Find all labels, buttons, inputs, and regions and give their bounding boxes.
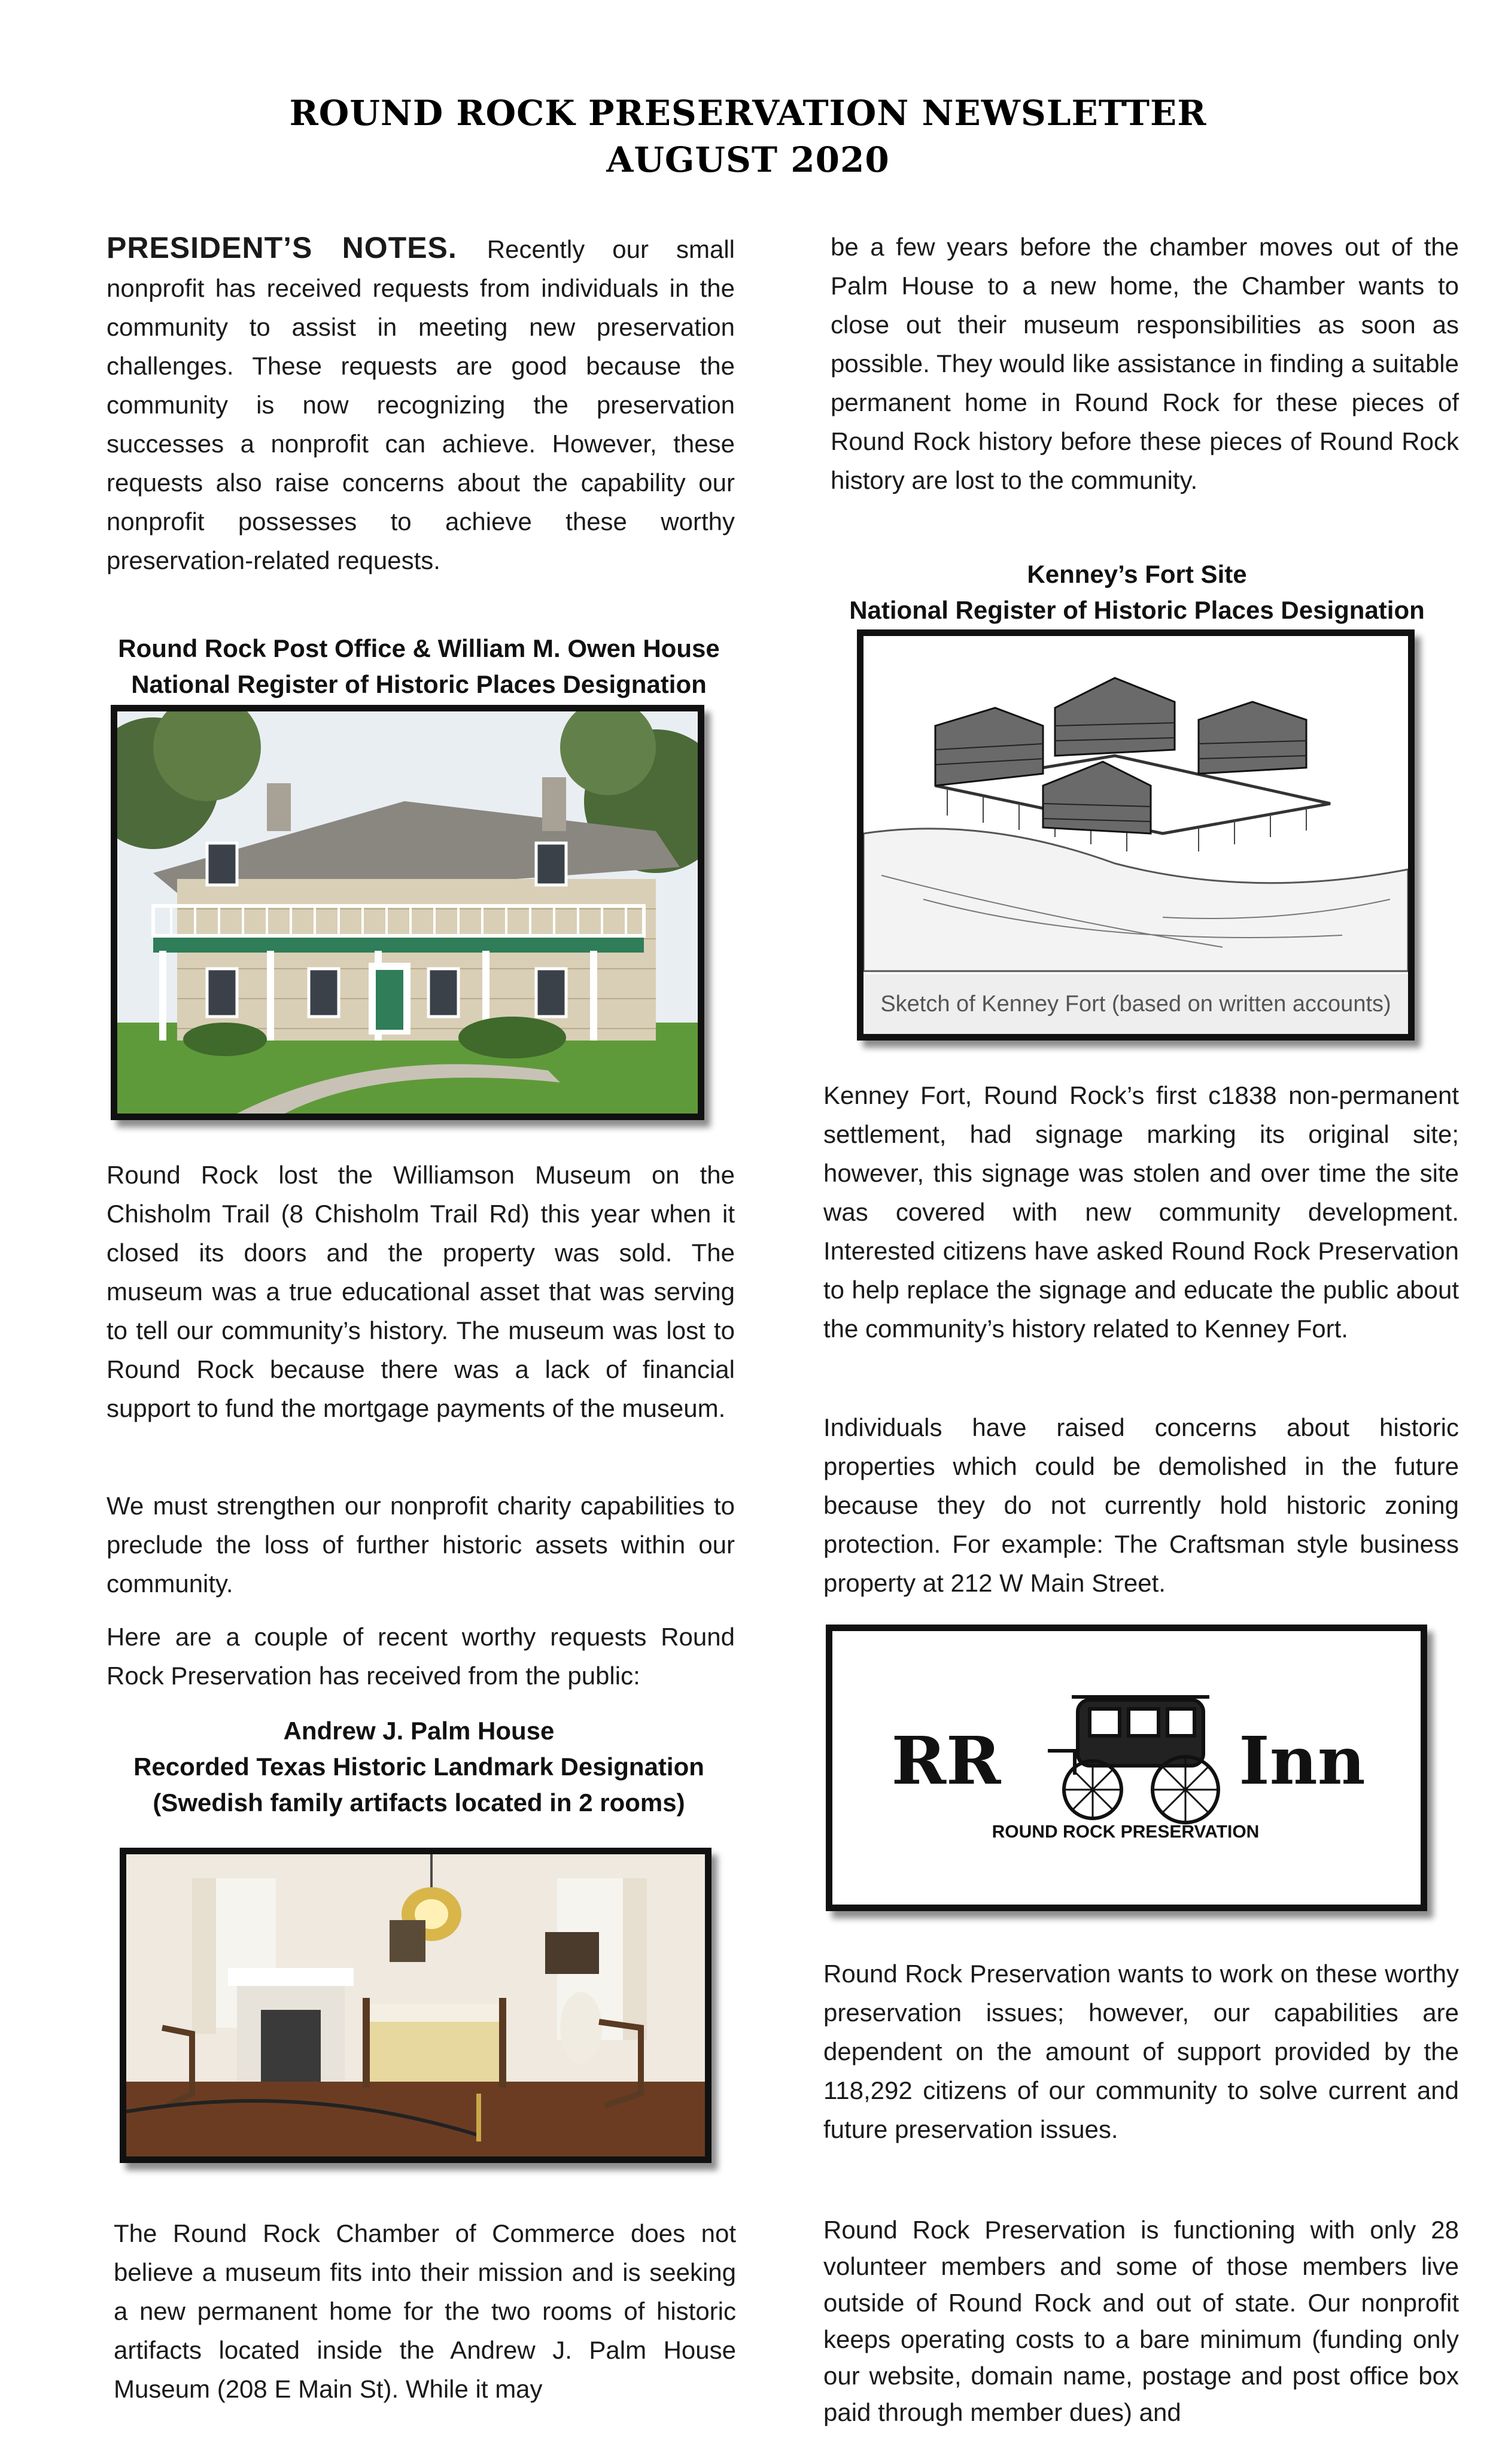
- logo-inn-text: Inn: [1239, 1722, 1366, 1799]
- postoffice-caption: [90, 631, 748, 702]
- palm-continued-paragraph: be a few years before the chamber moves out of the Palm House to a new home, the Chamber wants to close out their museum responsibilities as soon as possible. They would like assistance in finding a suitable permanent home in Round Rock for these pieces of Round Rock history before these pieces of Round Rock history are lost to the community.: [831, 233, 1459, 494]
- requests-paragraph: Here are a couple of recent worthy requests Round Rock Preservation has received from the public:: [107, 1623, 735, 1690]
- logo-subtitle: ROUND ROCK PRESERVATION: [992, 1822, 1260, 1842]
- rr-inn-logo: [826, 1625, 1427, 1911]
- demolish-paragraph: Individuals have raised concerns about historic properties which could be demolished in the future because they do not currently hold historic zoning protection. For example: The Craftsman style business property at 212 W Main Street.: [823, 1413, 1459, 1597]
- newsletter-title: ROUND ROCK PRESERVATION NEWSLETTER: [289, 93, 1207, 133]
- chamber-paragraph: The Round Rock Chamber of Commerce does not believe a museum fits into their mission and is seeking a new permanent home for the two rooms of historic artifacts located inside the Andrew J. Palm House Museum (208 E Main St). While it may: [114, 2219, 736, 2403]
- palm-house-photo: [120, 1848, 711, 2163]
- kenney-fort-sketch: [857, 629, 1415, 1041]
- kenney-fort-caption: [802, 556, 1472, 628]
- kenney-paragraph: Kenney Fort, Round Rock’s first c1838 non-permanent settlement, had signage marking its original site; however, this signage was stolen and over time the site was covered with new community development. Interested citizens have asked Round Rock Preservation to help replace the signage and educate the public about the community’s history related to Kenney Fort.: [823, 1081, 1459, 1343]
- capabilities-paragraph: Round Rock Preservation wants to work on these worthy preservation issues; however, our capabilities are dependent on the amount of support provided by the 118,292 citizens of our community to solve current and future preservation issues.: [823, 1960, 1459, 2143]
- kenney-caption-line-1: Kenney’s Fort Site: [1027, 560, 1247, 588]
- palm-caption-line-2: Recorded Texas Historic Landmark Designation: [133, 1753, 704, 1781]
- president-notes: [107, 229, 735, 580]
- palm-caption-line-1: Andrew J. Palm House: [283, 1717, 555, 1745]
- palm-caption-line-3: (Swedish family artifacts located in 2 rooms): [153, 1788, 685, 1817]
- logo-rr-text: RR: [891, 1722, 1001, 1799]
- palm-house-caption: [90, 1713, 748, 1821]
- postoffice-caption-line-1: Round Rock Post Office & William M. Owen House: [118, 634, 720, 662]
- postoffice-photo: [111, 705, 704, 1120]
- postoffice-caption-line-2: National Register of Historic Places Designation: [131, 670, 707, 698]
- museum-paragraph: Round Rock lost the Williamson Museum on the Chisholm Trail (8 Chisholm Trail Rd) this year when it closed its doors and the property was sold. The museum was a true educational asset that was serving to tell our community’s history. The museum was lost to Round Rock because there was a lack of financial support to fund the mortgage payments of the museum.: [107, 1161, 735, 1422]
- sketch-caption: Sketch of Kenney Fort (based on written accounts): [880, 991, 1391, 1017]
- volunteers-paragraph: Round Rock Preservation is functioning with only 28 volunteer members and some of those members live outside of Round Rock and out of state. Our nonprofit keeps operating costs to a bare minimum (funding only our website, domain name, postage and post office box paid through member dues) and: [823, 2216, 1459, 2426]
- kenney-caption-line-2: National Register of Historic Places Designation: [849, 596, 1425, 624]
- president-notes-text: Recently our small nonprofit has received requests from individuals in the community to assist in meeting new preservation challenges. These requests are good because the community is now recognizing the preservation successes a nonprofit can achieve. However, these requests also raise concerns about the capability our nonprofit possesses to achieve these worthy preservation-related requests.: [107, 235, 735, 574]
- newsletter-date: AUGUST 2020: [606, 139, 890, 180]
- strengthen-paragraph: We must strengthen our nonprofit charity capabilities to preclude the loss of further historic assets within our community.: [107, 1492, 735, 1598]
- president-notes-heading: PRESIDENT’S NOTES.: [107, 231, 457, 264]
